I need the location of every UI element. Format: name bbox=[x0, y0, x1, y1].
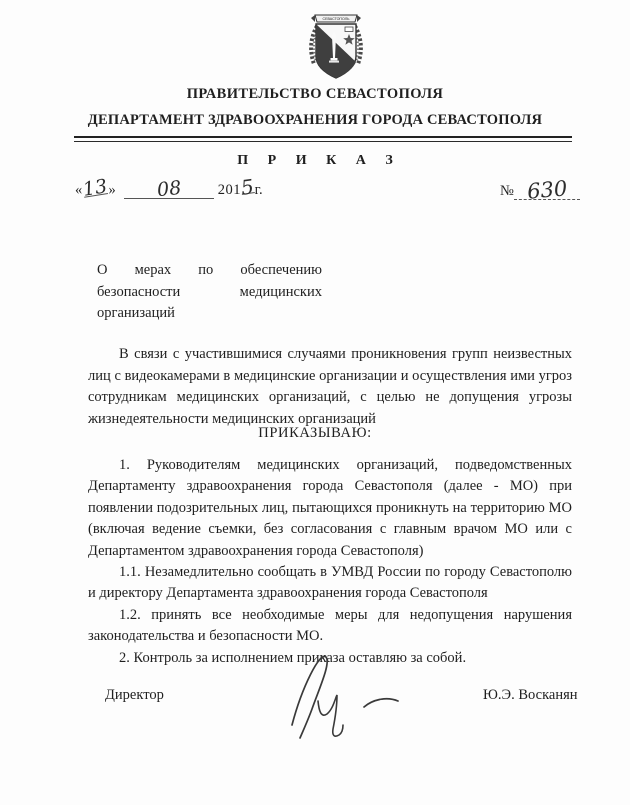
order-item-1-1: 1.1. Незамедлительно сообщать в УМВД России по городу Севастополю и директору Департамента здравоохранения города Севастополя bbox=[88, 564, 572, 602]
month-underline bbox=[124, 176, 214, 202]
emblem-banner-text: СЕВАСТОПОЛЬ bbox=[322, 17, 350, 21]
open-quote: « bbox=[75, 182, 83, 198]
order-item-2: 2. Контроль за исполнением приказа оставляю за собой. bbox=[119, 649, 467, 666]
government-title: ПРАВИТЕЛЬСТВО СЕВАСТОПОЛЯ bbox=[186, 86, 444, 102]
intro-paragraph: В связи с участившимися случаями проникновения групп неизвестных лиц с видеокамерами в медицинские организации и осуществления ими угроз сотрудникам медицинских организаций, с целью не допущения угрозы жизнедеятельности медицинских организаций bbox=[88, 346, 572, 427]
order-item-1-2: 1.2. принять все необходимые меры для недопущения нарушения законодательства и безопасности МО. bbox=[88, 606, 572, 645]
handwritten-month: 08 bbox=[155, 176, 182, 202]
handwritten-order-number: 630 bbox=[526, 176, 569, 204]
order-word: ПРИКАЗЫВАЮ: bbox=[258, 425, 372, 441]
order-number-line bbox=[500, 176, 580, 204]
order-item-1: 1. Руководителям медицинских организаций, подведомственных Департаменту здравоохранения города Севастополя (далее - МО) при появлении подозрительных лиц, пытающихся проникнуть на территорию МО (включая ведение съемки, без согласования с главным врачом МО или с Департаментом здравоохранения города Севастополя) bbox=[88, 457, 572, 559]
handwritten-signature-icon bbox=[272, 645, 422, 745]
year-printed: 201 bbox=[217, 182, 241, 198]
number-sign: № bbox=[500, 183, 514, 199]
sevastopol-coat-of-arms-icon bbox=[303, 12, 369, 82]
number-underline bbox=[514, 176, 580, 204]
date-line bbox=[75, 174, 263, 202]
signer-position: Директор bbox=[105, 687, 164, 703]
department-title: ДЕПАРТАМЕНТ ЗДРАВООХРАНЕНИЯ ГОРОДА СЕВАСТОПОЛЯ bbox=[87, 112, 543, 128]
signer-name: Ю.Э. Восканян bbox=[483, 687, 578, 703]
header-divider bbox=[74, 136, 572, 142]
order-subject: О мерах по обеспечению безопасности медицинских организаций bbox=[97, 262, 322, 321]
close-quote: » bbox=[108, 182, 116, 198]
order-items bbox=[88, 455, 572, 669]
handwritten-day: 13 bbox=[81, 175, 109, 201]
year-suffix: г. bbox=[254, 182, 263, 198]
handwritten-year-digit: 5 bbox=[239, 174, 256, 200]
doc-type-title: П Р И К А З bbox=[237, 153, 401, 168]
